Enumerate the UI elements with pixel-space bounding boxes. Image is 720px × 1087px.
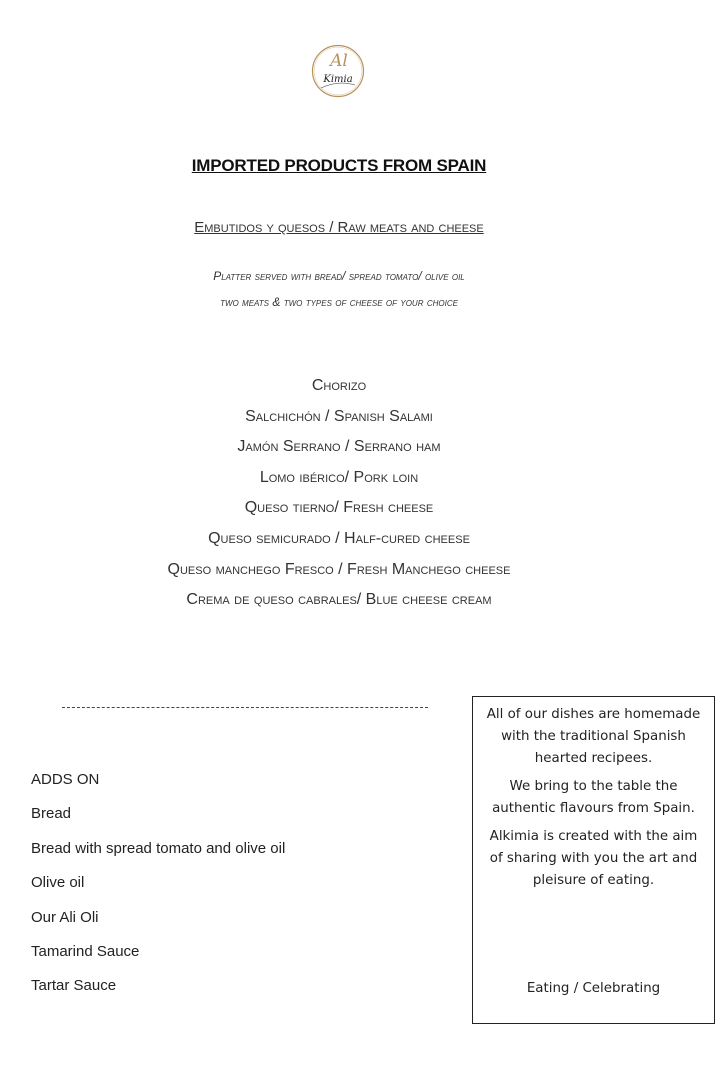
logo-letters: Al: [330, 51, 348, 71]
platter-note: Platter served with bread/ spread tomato/ olive oil: [213, 269, 465, 283]
info-flavours: We bring to the table the authentic flavours from Spain.: [492, 779, 695, 816]
section-title: Embutidos y quesos / Raw meats and cheese: [194, 219, 484, 236]
addon-item: Tamarind Sauce: [31, 942, 140, 960]
addon-item: Our Ali Oli: [31, 908, 99, 926]
menu-item: Queso semicurado / Half-cured cheese: [208, 529, 470, 547]
addon-item: Bread with spread tomato and olive oil: [31, 839, 286, 857]
addons-list: [31, 770, 285, 1011]
menu-item: Chorizo: [311, 377, 367, 394]
choice-note: two meats & two types of cheese of your choice: [220, 295, 458, 309]
info-aim: Alkimia is created with the aim of sharing with you the art and pleisure of eating.: [489, 829, 698, 888]
addon-item: Bread: [31, 805, 72, 823]
dashed-divider: [62, 707, 428, 708]
menu-items-list: [0, 373, 678, 618]
info-homemade: All of our dishes are homemade with the traditional Spanish hearted recipees.: [486, 707, 701, 766]
addons-heading: ADDS ON: [31, 771, 100, 788]
menu-item: Queso tierno/ Fresh cheese: [244, 499, 434, 517]
addon-item: Tartar Sauce: [31, 977, 117, 995]
info-box: [472, 696, 715, 1024]
page-title: IMPORTED PRODUCTS FROM SPAIN: [191, 156, 487, 175]
menu-item: Salchichón / Spanish Salami: [245, 407, 433, 425]
logo-script: Kimia: [323, 74, 353, 85]
menu-item: Jamón Serrano / Serrano ham: [237, 438, 441, 456]
menu-item: Lomo ibérico/ Pork loin: [259, 468, 419, 486]
alkimia-logo: [311, 44, 365, 98]
menu-item: Crema de queso cabrales/ Blue cheese cream: [186, 591, 492, 609]
info-tagline: Eating / Celebrating: [526, 981, 661, 996]
menu-item: Queso manchego Fresco / Fresh Manchego cheese: [167, 560, 511, 578]
addon-item: Olive oil: [31, 874, 85, 892]
